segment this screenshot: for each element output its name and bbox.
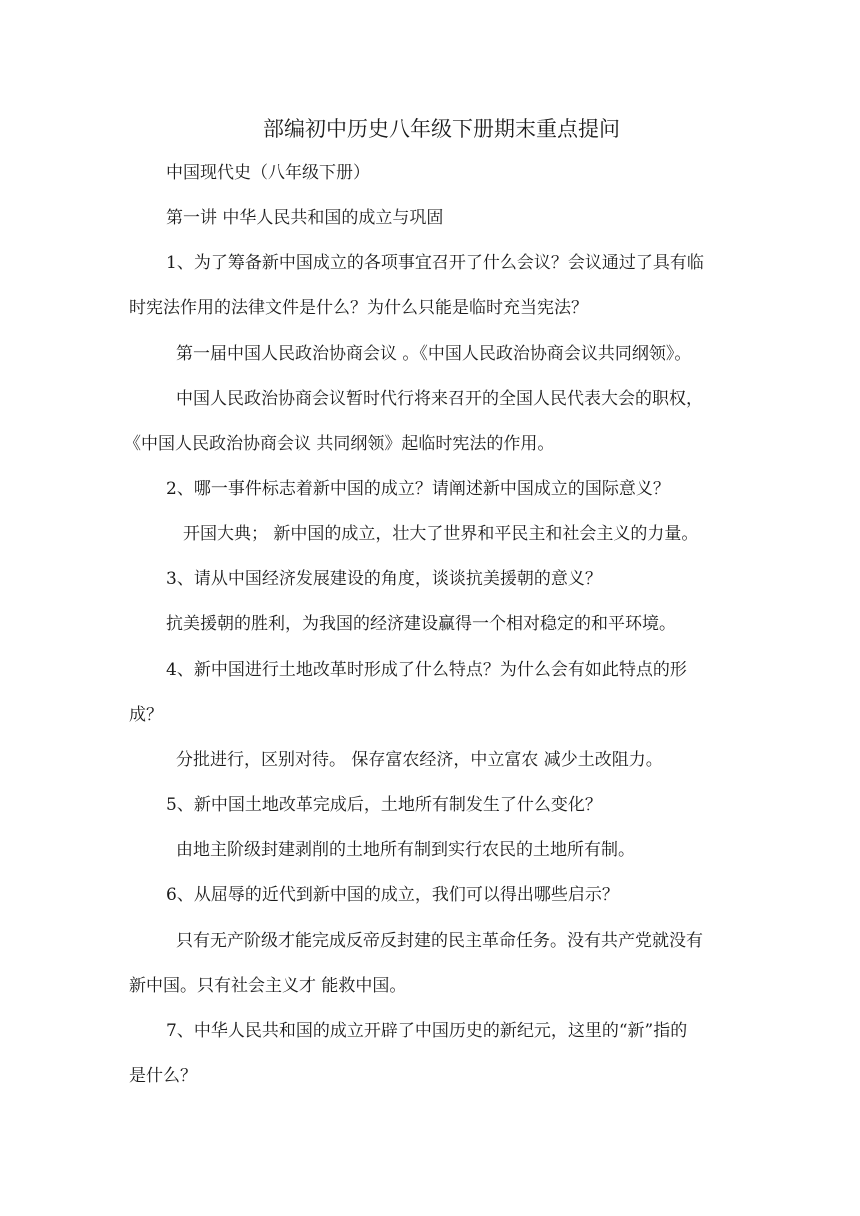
answer-3: 抗美援朝的胜利，为我国的经济建设赢得一个相对稳定的和平环境。 <box>166 614 676 634</box>
answer-6-line-1: 只有无产阶级才能完成反帝反封建的民主革命任务。没有共产党就没有 <box>176 931 703 951</box>
answer-1-line-3: 《中国人民政治协商会议 共同纲领》起临时宪法的作用。 <box>124 434 555 454</box>
question-4-line-1: 4、新中国进行土地改革时形成了什么特点？为什么会有如此特点的形 <box>166 660 687 680</box>
document-title: 部编初中历史八年级下册期末重点提问 <box>263 117 620 141</box>
question-6: 6、从屈辱的近代到新中国的成立，我们可以得出哪些启示？ <box>166 885 619 905</box>
question-1-line-2: 时宪法作用的法律文件是什么？为什么只能是临时充当宪法？ <box>129 298 588 318</box>
question-4-line-2: 成？ <box>129 705 163 725</box>
answer-4: 分批进行，区别对待。 保存富农经济，中立富农 减少土改阻力。 <box>176 750 663 770</box>
question-2: 2、哪一事件标志着新中国的成立？请阐述新中国成立的国际意义？ <box>166 479 670 499</box>
document-subtitle: 中国现代史（八年级下册） <box>166 163 370 183</box>
answer-6-line-2: 新中国。只有社会主义才 能救中国。 <box>129 976 407 996</box>
question-5: 5、新中国土地改革完成后，土地所有制发生了什么变化？ <box>166 795 602 815</box>
question-7-line-1: 7、中华人民共和国的成立开辟了中国历史的新纪元，这里的“新”指的 <box>166 1021 688 1041</box>
question-1-line-1: 1、为了筹备新中国成立的各项事宜召开了什么会议？会议通过了具有临 <box>166 253 704 273</box>
section-heading: 第一讲 中华人民共和国的成立与巩固 <box>166 208 444 228</box>
question-7-line-2: 是什么？ <box>129 1066 197 1086</box>
answer-1-line-1: 第一届中国人民政治协商会议 。《中国人民政治协商会议共同纲领》。 <box>176 344 692 364</box>
question-3: 3、请从中国经济发展建设的角度，谈谈抗美援朝的意义？ <box>166 569 602 589</box>
answer-1-line-2: 中国人民政治协商会议暂时代行将来召开的全国人民代表大会的职权， <box>176 389 703 409</box>
answer-2: 开国大典； 新中国的成立，壮大了世界和平民主和社会主义的力量。 <box>183 524 699 544</box>
answer-5: 由地主阶级封建剥削的土地所有制到实行农民的土地所有制。 <box>176 840 635 860</box>
